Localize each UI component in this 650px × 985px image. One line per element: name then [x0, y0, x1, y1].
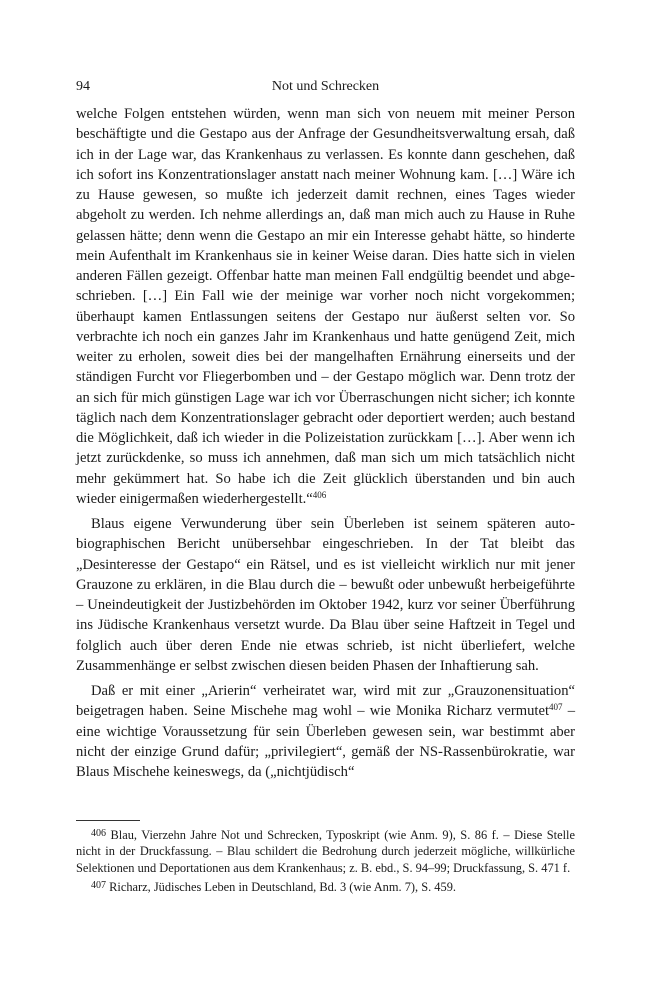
footnote-text: Blau, Vierzehn Jahre Not und Schrecken, Typoskript (wie Anm. 9), S. 86 f. – Diese Stelle nicht in der Druckfassung. – Blau schildert die Bedrohung durch jederzeit mögliche, willkürliche Selektionen und Deportationen aus dem Krankenhaus; z. B. ebd., S. 94–99; Druckfassung, S. 471 f.	[76, 828, 575, 875]
footnote-407	[76, 879, 575, 895]
footnote-ref-406[interactable]: 406	[312, 489, 327, 500]
main-text	[76, 104, 575, 782]
paragraph-3-text-after: – eine wichtige Voraussetzung für sein Überleben gewesen sein, war bestimmt aber nicht der einzige Grund dafür; „privilegiert“, gemäß der NS-Rassenbürokratie, war Blaus Mischehe keineswegs, da („nichtjüdisch“	[76, 703, 575, 780]
footnotes	[76, 827, 575, 895]
footnote-number: 406	[91, 828, 106, 839]
paragraph-3	[76, 681, 575, 782]
page-number: 94	[76, 79, 90, 94]
footnote-406	[76, 827, 575, 876]
footnote-text: Richarz, Jüdisches Leben in Deutschland, Bd. 3 (wie Anm. 7), S. 459.	[109, 879, 456, 894]
paragraph-3-text-before: Daß er mit einer „Arierin“ verheiratet war, wird mit zur „Grauzonensituation“ beigetragen haben. Seine Mischehe mag wohl – wie Monika Richarz vermutet	[76, 683, 575, 720]
footnote-ref-407[interactable]: 407	[549, 702, 563, 713]
paragraph-2: Blaus eigene Verwunderung über sein Überleben ist seinem späteren autobiographischen Bericht unübersehbar eingeschrieben. In der Tat bleibt das „Desinteresse der Gestapo“ ein Rätsel, und es ist vielleicht wirklich nur mit jener Grauzone zu erklären, in die Blau durch die – bewußt oder unbewußt herbeigeführte – Uneindeutigkeit der Justizbehörden im Oktober 1942, kurz vor seiner Überführung ins Jüdische Krankenhaus versetzt wurde. Da Blau über seine Haftzeit in Tegel und folglich auch über deren Ende nie etwas schrieb, ist nicht überliefert, welche Zusammenhänge er selbst zwischen diesen beiden Phasen der Inhaftierung sah.	[76, 516, 575, 674]
footnote-number: 407	[91, 879, 106, 891]
running-title: Not und Schrecken	[271, 79, 380, 94]
quoted-passage	[76, 104, 575, 509]
quoted-passage-text: welche Folgen entstehen würden, wenn man sich von neuem mit meiner Person beschäftigte und die Gestapo aus der Anfrage der Gesundheitsverwaltung ersah, daß ich in der Lage war, das Krankenhaus zu verlassen. Es konnte dann geschehen, daß ich sofort ins Konzentrationslager anstatt nach meiner Wohnung kam. […] Wäre ich zu Hause gewesen, so mußte ich jederzeit damit rechnen, eines Tages wieder abgeholt zu werden. Ich nehme allerdings an, daß man mich auch zu Hause in Ruhe gelassen hätte; denn wenn die Gestapo an mir ein Interesse gehabt hätte, so hinderte mein Aufenthalt im Krankenhaus sie in keiner Weise daran. Dies hatte sich in vielen anderen Fällen gezeigt. Offenbar hatte man meinen Fall endgültig beendet und abgeschrieben. […] Ein Fall wie der meinige war vorher noch nicht vorgekommen; überhaupt kamen Entlassungen seitens der Gestapo nur äußerst selten vor. So verbrachte ich noch ein ganzes Jahr im Krankenhaus und hatte genügend Zeit, mich weiter zu erholen, soweit dies bei der mangelhaften Ernährung einerseits und der ständigen Furcht vor Fliegerbomben und – der Gestapo möglich war. Denn trotz der an sich für mich günstigen Lage war ich vor Überraschungen nicht sicher; ich konnte täglich nach dem Konzentrationslager gebracht oder deportiert werden; auch bestand die Möglichkeit, daß ich wieder in die Polizeistation zurückkam […]. Aber wenn ich jetzt zurückdenke, so muss ich annehmen, daß man sich um mich tatsächlich nicht mehr gekümmert hat. So habe ich die Zeit glücklich überstanden und bin auch wieder einigermaßen wiederhergestellt.“	[76, 106, 575, 507]
footnote-divider	[76, 820, 140, 821]
